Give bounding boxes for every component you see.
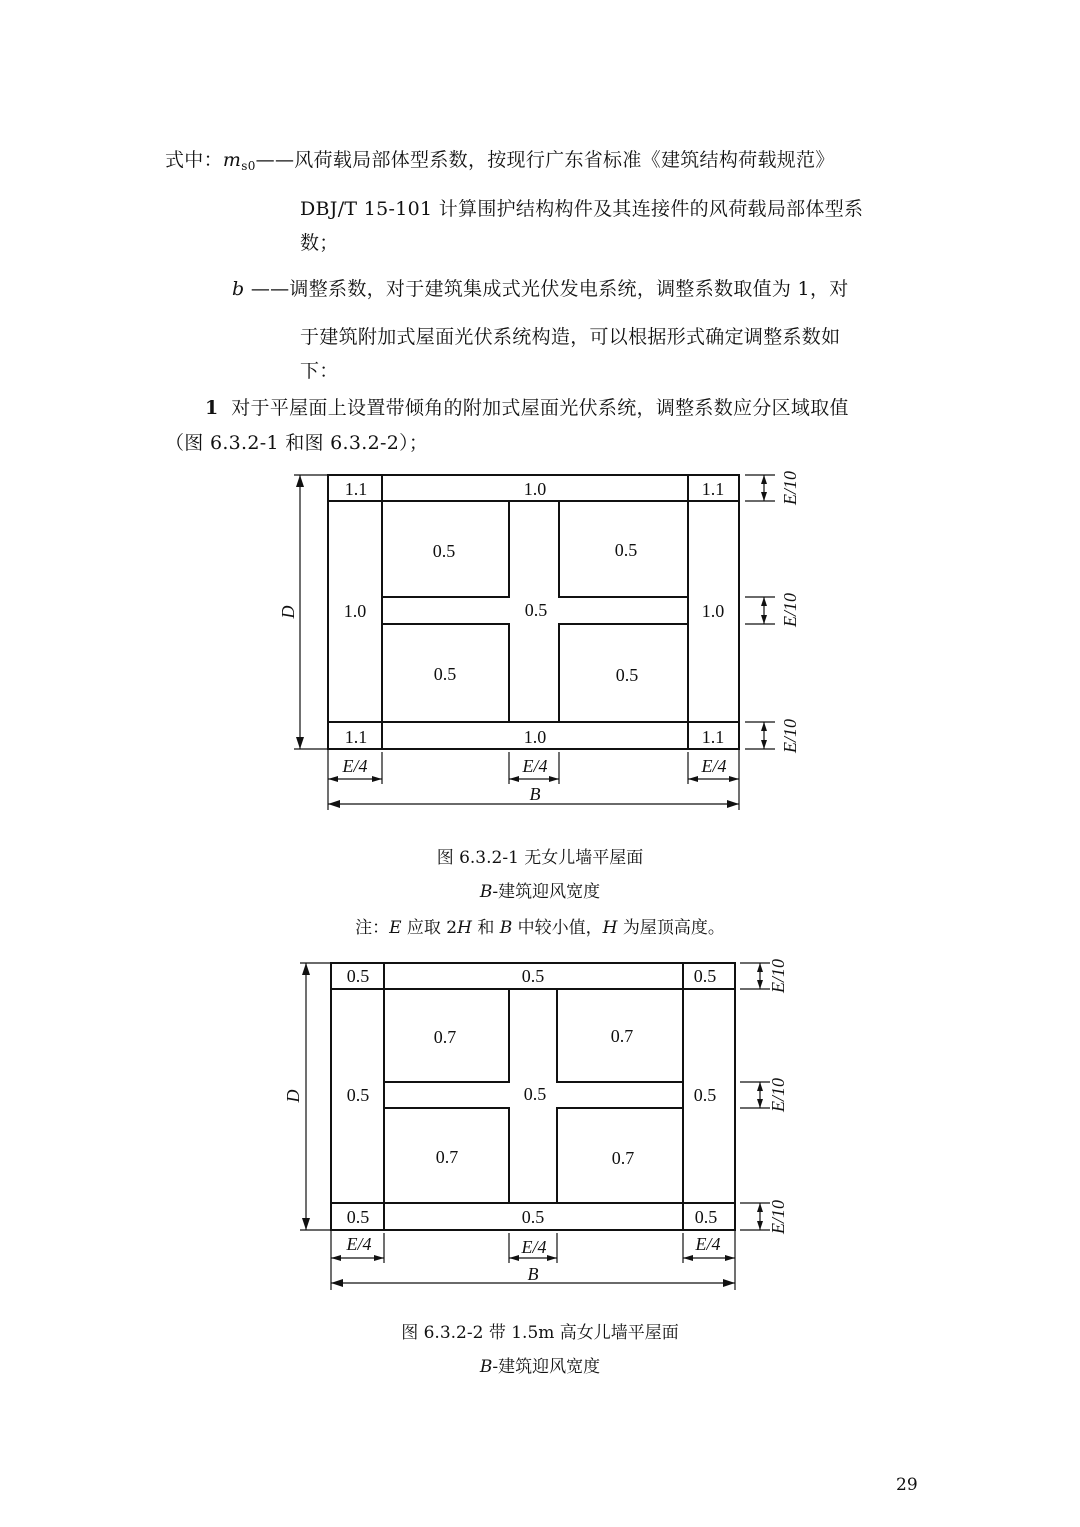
text-line-4 (232, 274, 849, 301)
fig1-dim-b: B (529, 784, 541, 804)
fig2-zone-center: 0.5 (523, 1084, 547, 1104)
symbol-m: m (222, 149, 242, 171)
figure-1-subcaption-rest: -建筑迎风宽度 (492, 882, 601, 902)
fig2-zone-right-mid: 0.5 (693, 1085, 717, 1105)
fig1-zone-bot-right: 1.1 (701, 727, 725, 747)
figure-1-subcaption-sym: B (479, 882, 493, 902)
note-mid1: 应取 2 (401, 918, 458, 938)
note-b: B (499, 918, 513, 938)
symbol-b: b (232, 278, 245, 300)
fig1-zone-bot-left: 1.1 (344, 727, 368, 747)
fig2-dim-e4-right: E/4 (695, 1234, 721, 1254)
text-line-3: 数； (300, 232, 339, 254)
fig1-zone-inner-br: 0.5 (615, 665, 639, 685)
fig2-zone-top-left: 0.5 (346, 966, 370, 986)
fig2-zone-bot-left: 0.5 (346, 1207, 370, 1227)
note-prefix: 注： (355, 918, 390, 938)
text-line-2: DBJ/T 15-101 计算围护结构构件及其连接件的风荷载局部体型系 (300, 198, 864, 220)
text-line-8: （图 6.3.2-1 和图 6.3.2-2）； (165, 432, 429, 454)
text-line-6: 下： (300, 360, 339, 382)
fig1-zone-bot-mid: 1.0 (523, 727, 547, 747)
fig1-zone-top-left: 1.1 (344, 479, 368, 499)
figure-1-diagram (0, 460, 1080, 820)
fig1-zone-inner-bl: 0.5 (433, 664, 457, 684)
fig2-zone-bot-mid: 0.5 (521, 1207, 545, 1227)
text-line-1 (165, 145, 835, 173)
fig1-dim-e4-mid: E/4 (522, 756, 548, 776)
fig2-zone-left-mid: 0.5 (346, 1085, 370, 1105)
fig1-dim-e10-mid: E/10 (780, 593, 800, 627)
figure-2-subcaption-rest: -建筑迎风宽度 (492, 1357, 601, 1377)
figure-1-subcaption (0, 877, 1080, 902)
figure-1-caption: 图 6.3.2-1 无女儿墙平屋面 (436, 848, 644, 868)
text-line-5: 于建筑附加式屋面光伏系统构造，可以根据形式确定调整系数如 (300, 326, 841, 348)
fig2-dim-e4-left: E/4 (346, 1234, 372, 1254)
fig1-zone-right-mid: 1.0 (701, 601, 725, 621)
fig2-dim-e4-mid: E/4 (521, 1237, 547, 1257)
fig1-zone-inner-tl: 0.5 (432, 541, 456, 561)
fig2-zone-inner-bl: 0.7 (435, 1147, 459, 1167)
fig2-zone-top-right: 0.5 (693, 966, 717, 986)
page-number: 29 (896, 1475, 918, 1495)
note-mid3: 中较小值， (512, 918, 603, 938)
text-line-1-rest: ——风荷载局部体型系数，按现行广东省标准《建筑结构荷载规范》 (255, 149, 835, 171)
fig2-zone-top-mid: 0.5 (521, 966, 545, 986)
fig2-dim-e10-mid: E/10 (768, 1078, 788, 1112)
note-h2: H (602, 918, 618, 938)
text-line-4-rest: ——调整系数，对于建筑集成式光伏发电系统，调整系数取值为 1，对 (250, 278, 849, 300)
fig2-zone-bot-right: 0.5 (694, 1207, 718, 1227)
symbol-sub: s0 (241, 159, 256, 173)
fig2-dim-d: D (283, 1089, 303, 1103)
note-e: E (389, 918, 402, 938)
item-number: 1 (205, 397, 219, 419)
note-mid2: 和 (471, 918, 500, 938)
figure-2-diagram (0, 945, 1080, 1295)
note-end: 为屋顶高度。 (617, 918, 725, 938)
fig2-zone-inner-tl: 0.7 (433, 1027, 457, 1047)
text-line-7 (205, 393, 849, 420)
note-h: H (457, 918, 472, 938)
text-line-7-rest: 对于平屋面上设置带倾角的附加式屋面光伏系统，调整系数应分区域取值 (231, 397, 849, 419)
fig2-zone-inner-tr: 0.7 (610, 1026, 634, 1046)
fig1-dim-e10-top: E/10 (780, 471, 800, 505)
fig1-zone-inner-tr: 0.5 (614, 540, 638, 560)
figure-1-note (0, 913, 1080, 938)
fig1-dim-d: D (278, 605, 298, 619)
fig2-dim-b: B (527, 1264, 539, 1284)
figure-2-subcaption (0, 1352, 1080, 1377)
figure-2-subcaption-sym: B (479, 1357, 493, 1377)
fig1-dim-e4-left: E/4 (342, 756, 368, 776)
fig2-dim-e10-top: E/10 (768, 959, 788, 993)
fig1-zone-top-mid: 1.0 (523, 479, 547, 499)
figure-2-caption: 图 6.3.2-2 带 1.5m 高女儿墙平屋面 (401, 1323, 679, 1343)
fig1-zone-left-mid: 1.0 (343, 601, 367, 621)
fig2-dim-e10-bot: E/10 (768, 1200, 788, 1234)
fig1-dim-e10-bot: E/10 (780, 719, 800, 753)
fig1-zone-top-right: 1.1 (701, 479, 725, 499)
where-prefix: 式中： (165, 149, 223, 171)
fig2-zone-inner-br: 0.7 (611, 1148, 635, 1168)
fig1-zone-center: 0.5 (524, 600, 548, 620)
fig1-dim-e4-right: E/4 (701, 756, 727, 776)
